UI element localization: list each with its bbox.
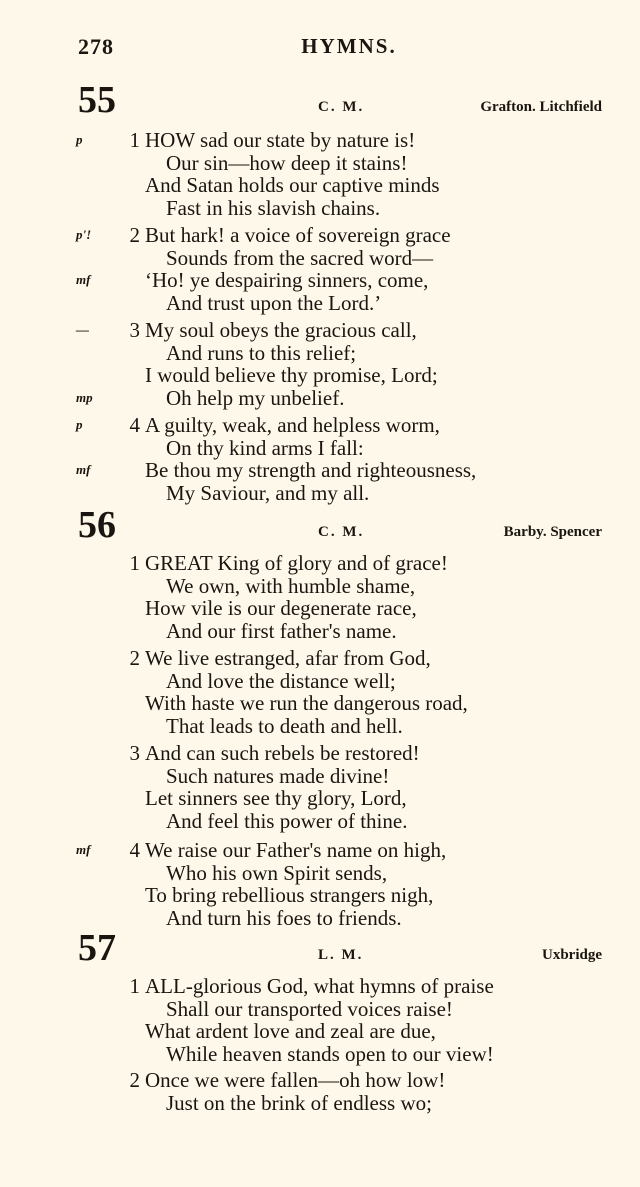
hymn-line <box>0 129 640 152</box>
line-text: Fast in his slavish chains. <box>166 195 381 220</box>
dynamic-marking: p <box>76 132 83 147</box>
hymn-line <box>0 998 640 1021</box>
hymn-line <box>0 742 640 765</box>
line-text: And turn his foes to friends. <box>166 905 402 930</box>
verse-number: 1 <box>129 128 140 152</box>
verse-number: 2 <box>129 646 140 670</box>
dynamic-marking: mp <box>76 389 93 405</box>
line-text: My soul obeys the gracious call, <box>145 318 417 342</box>
hymn-line <box>0 810 640 833</box>
hymn-56-verse-1 <box>0 552 640 642</box>
hymn-line <box>0 197 640 220</box>
line-text: Such natures made divine! <box>166 763 390 788</box>
line-text: That leads to death and hell. <box>166 713 403 738</box>
hymn-line <box>0 224 640 247</box>
line-text: On thy kind arms I fall: <box>166 435 364 460</box>
hymn-line <box>0 459 640 482</box>
dynamic-marking: p <box>76 417 83 432</box>
page-header <box>78 34 600 62</box>
hymn-55-verse-1 <box>0 129 640 219</box>
hymn-57-verse-2 <box>0 1069 640 1114</box>
line-text: And feel this power of thine. <box>166 808 408 833</box>
hymn-meter: C. M. <box>318 99 365 115</box>
hymn-line <box>0 319 640 342</box>
hymn-line <box>0 907 640 930</box>
hymn-56-verse-2 <box>0 647 640 737</box>
hymn-line <box>0 269 640 292</box>
hymn-line <box>0 787 640 810</box>
hymn-line <box>0 575 640 598</box>
hymn-line <box>0 414 640 437</box>
verse-number: 3 <box>129 741 140 765</box>
verse-number: 3 <box>129 318 140 342</box>
line-text: Who his own Spirit sends, <box>166 860 388 885</box>
verse-number: 1 <box>129 551 140 575</box>
hymn-number: 55 <box>78 79 116 121</box>
line-text: We own, with humble shame, <box>166 573 416 598</box>
hymn-line <box>0 152 640 175</box>
hymn-line <box>0 437 640 460</box>
hymn-55-verse-2 <box>0 224 640 314</box>
hymn-line <box>0 765 640 788</box>
hymn-line <box>0 647 640 670</box>
hymn-55-verse-4 <box>0 414 640 504</box>
line-text: And can such rebels be restored! <box>145 741 420 765</box>
line-text: And Satan holds our captive minds <box>145 173 440 197</box>
line-text: And our first father's name. <box>166 618 397 643</box>
hymn-line <box>0 1092 640 1115</box>
hymn-line <box>0 597 640 620</box>
hymn-number: 56 <box>78 504 116 546</box>
line-text: And trust upon the Lord.’ <box>166 290 382 315</box>
dynamic-marking: mf <box>76 842 91 857</box>
line-text: Once we were fallen—oh how low! <box>145 1068 446 1092</box>
hymn-line <box>0 839 640 862</box>
line-text: Let sinners see thy glory, Lord, <box>145 786 407 810</box>
hymn-line <box>0 387 640 410</box>
hymn-line <box>0 342 640 365</box>
verse-number: 4 <box>129 838 140 862</box>
hymn-line <box>0 292 640 315</box>
hymn-56-verse-4 <box>0 839 640 929</box>
dynamic-marking: mf <box>76 272 91 287</box>
line-text: Our sin—how deep it stains! <box>166 150 408 175</box>
hymn-line <box>0 1020 640 1043</box>
line-text: A guilty, weak, and helpless worm, <box>145 413 440 437</box>
line-text: I would believe thy promise, Lord; <box>145 363 438 387</box>
line-text: Shall our transported voices raise! <box>166 996 453 1021</box>
line-text: What ardent love and zeal are due, <box>145 1019 436 1043</box>
line-text: With haste we run the dangerous road, <box>145 691 468 715</box>
hymn-line <box>0 692 640 715</box>
line-text: While heaven stands open to our view! <box>166 1041 494 1066</box>
line-text: But hark! a voice of sovereign grace <box>145 223 451 247</box>
verse-number: 2 <box>129 223 140 247</box>
line-text: How vile is our degenerate race, <box>145 596 417 620</box>
hymn-line <box>0 975 640 998</box>
line-text: We live estranged, afar from God, <box>145 646 431 670</box>
line-text: My Saviour, and my all. <box>166 480 370 505</box>
hymn-line <box>0 247 640 270</box>
hymn-tunes: Barby. Spencer <box>503 524 602 540</box>
verse-number: 4 <box>129 413 140 437</box>
line-text: GREAT King of glory and of grace! <box>145 551 448 575</box>
hymn-line <box>0 1043 640 1066</box>
running-head: HYMNS. <box>301 34 397 58</box>
verse-number: 1 <box>129 974 140 998</box>
dynamic-marking: mf <box>76 462 91 477</box>
line-text: HOW sad our state by nature is! <box>145 128 416 152</box>
hymn-line <box>0 620 640 643</box>
line-text: Be thou my strength and righteousness, <box>145 458 477 482</box>
page-number: 278 <box>78 34 114 59</box>
hymn-meter: C. M. <box>318 524 365 540</box>
hymn-55-verse-3 <box>0 319 640 409</box>
dynamic-marking: p'! <box>76 227 92 242</box>
hymn-line <box>0 670 640 693</box>
hymn-tunes: Grafton. Litchfield <box>480 99 602 115</box>
hymn-line <box>0 862 640 885</box>
hymn-56-verse-3 <box>0 742 640 832</box>
hymn-meter: L. M. <box>318 947 364 963</box>
hymn-line <box>0 552 640 575</box>
line-text: Oh help my unbelief. <box>166 385 345 410</box>
hymn-57-verse-1 <box>0 975 640 1065</box>
line-text: Sounds from the sacred word— <box>166 245 434 270</box>
hymn-tunes: Uxbridge <box>542 947 602 963</box>
hymn-56-heading <box>78 505 602 545</box>
line-text: And love the distance well; <box>166 668 396 693</box>
line-text: And runs to this relief; <box>166 340 357 365</box>
line-text: Just on the brink of endless wo; <box>166 1090 432 1115</box>
hymn-57-heading <box>78 928 602 968</box>
line-text: To bring rebellious strangers nigh, <box>145 883 434 907</box>
hymn-line <box>0 174 640 197</box>
verse-number: 2 <box>129 1068 140 1092</box>
hymn-line <box>0 715 640 738</box>
hymn-line <box>0 364 640 387</box>
hymn-55-heading <box>78 80 602 120</box>
hymn-line <box>0 482 640 505</box>
hymn-line <box>0 884 640 907</box>
line-text: ‘Ho! ye despairing sinners, come, <box>145 268 429 292</box>
hymn-line <box>0 1069 640 1092</box>
line-text: We raise our Father's name on high, <box>145 838 447 862</box>
line-text: ALL-glorious God, what hymns of praise <box>145 974 494 998</box>
dynamic-marking: — <box>76 322 89 337</box>
hymn-number: 57 <box>78 927 116 969</box>
